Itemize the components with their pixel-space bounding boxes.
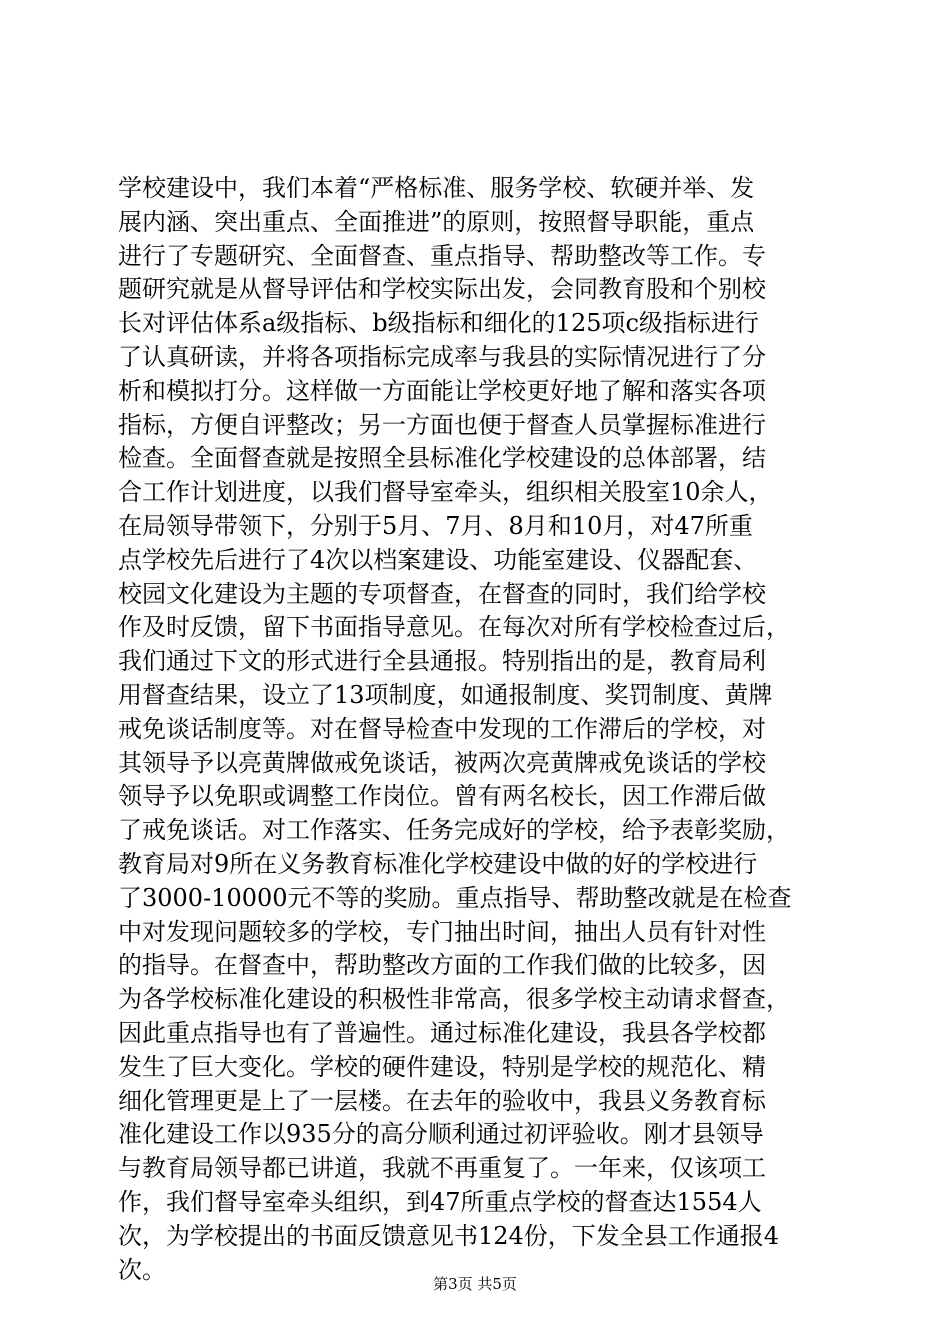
text-line: 点学校先后进行了4次以档案建设、功能室建设、仪器配套、 [118,545,758,574]
text-line: 长对评估体系a级指标、b级指标和细化的125项c级指标进行 [118,309,759,338]
text-line: 其领导予以亮黄牌做戒免谈话，被两次亮黄牌戒免谈话的学校 [118,748,766,777]
page-footer [0,1274,950,1294]
text-line: 作，我们督导室牵头组织，到47所重点学校的督查达1554人 [118,1187,762,1216]
text-line: 题研究就是从督导评估和学校实际出发，会同教育股和个别校 [118,275,766,304]
text-line: 细化管理更是上了一层楼。在去年的验收中，我县义务教育标 [118,1086,766,1115]
text-line: 我们通过下文的形式进行全县通报。特别指出的是，教育局利 [118,647,766,676]
text-line: 析和模拟打分。这样做一方面能让学校更好地了解和落实各项 [118,376,766,405]
text-line: 合工作计划进度，以我们督导室牵头，组织相关股室10余人， [118,478,773,507]
text-line: 教育局对9所在义务教育标准化学校建设中做的好的学校进行 [118,849,758,878]
page-number-label: 第3页 共5页 [433,1275,517,1293]
text-line: 戒免谈话制度等。对在督导检查中发现的工作滞后的学校，对 [118,714,766,743]
body-paragraph [118,172,838,1287]
text-line: 指标，方便自评整改；另一方面也便于督查人员掌握标准进行 [118,410,766,439]
text-line: 进行了专题研究、全面督查、重点指导、帮助整改等工作。专 [118,241,766,270]
text-line: 次，为学校提出的书面反馈意见书124份，下发全县工作通报4 [118,1221,780,1250]
text-line: 作及时反馈，留下书面指导意见。在每次对所有学校检查过后， [118,613,790,642]
text-line: 检查。全面督查就是按照全县标准化学校建设的总体部署，结 [118,444,766,473]
text-line: 用督查结果，设立了13项制度，如通报制度、奖罚制度、黄牌 [118,680,773,709]
text-line: 发生了巨大变化。学校的硬件建设，特别是学校的规范化、精 [118,1052,766,1081]
text-line: 次。 [118,1255,166,1284]
text-line: 了戒免谈话。对工作落实、任务完成好的学校，给予表彰奖励， [118,816,790,845]
text-line: 学校建设中，我们本着“严格标准、服务学校、软硬并举、发 [118,174,755,202]
text-line: 校园文化建设为主题的专项督查，在督查的同时，我们给学校 [118,579,766,608]
text-line: 准化建设工作以935分的高分顺利通过初评验收。刚才县领导 [118,1120,764,1149]
text-line: 领导予以免职或调整工作岗位。曾有两名校长，因工作滞后做 [118,782,766,811]
text-line: 与教育局领导都已讲道，我就不再重复了。一年来，仅该项工 [118,1154,766,1183]
text-line: 为各学校标准化建设的积极性非常高，很多学校主动请求督查， [118,985,790,1014]
text-line: 因此重点指导也有了普遍性。通过标准化建设，我县各学校都 [118,1018,766,1047]
text-line: 了认真研读，并将各项指标完成率与我县的实际情况进行了分 [118,342,766,371]
text-line: 了3000-10000元不等的奖励。重点指导、帮助整改就是在检查 [118,883,792,912]
text-line: 的指导。在督查中，帮助整改方面的工作我们做的比较多，因 [118,951,766,980]
text-line: 在局领导带领下，分别于5月、7月、8月和10月，对47所重 [118,511,753,540]
text-line: 中对发现问题较多的学校，专门抽出时间，抽出人员有针对性 [118,917,766,946]
text-line: 展内涵、突出重点、全面推进”的原则，按照督导职能，重点 [118,207,755,236]
